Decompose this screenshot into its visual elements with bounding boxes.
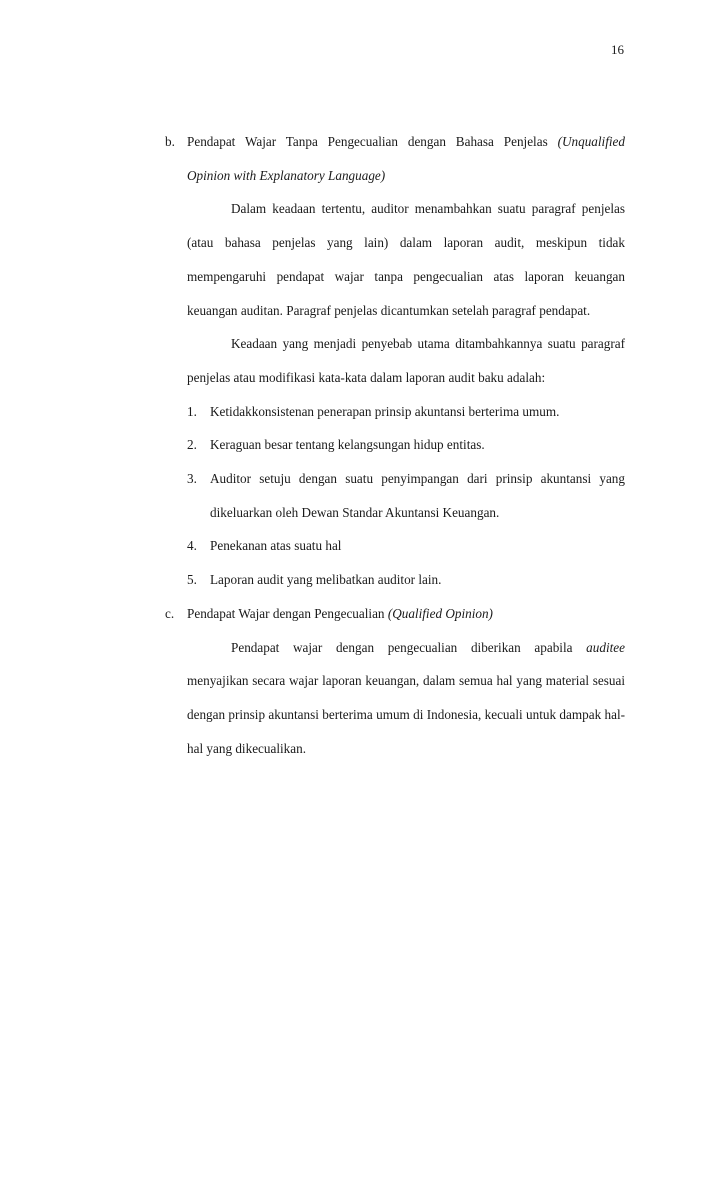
section-b <box>165 125 625 597</box>
section-c-marker: c. <box>165 605 175 621</box>
list-item-text: Keraguan besar tentang kelangsungan hidup entitas. <box>210 437 485 453</box>
section-b-heading <box>187 125 625 192</box>
section-b-heading-english: (Unqualified Opinion with Explanatory Language) <box>187 134 625 183</box>
list-item <box>187 563 625 597</box>
section-c-paragraph-auditee: auditee <box>586 639 625 655</box>
section-c-heading-english: (Qualified Opinion) <box>387 605 493 621</box>
section-c-paragraph <box>187 631 625 766</box>
list-item <box>187 529 625 563</box>
section-c-heading <box>187 597 625 631</box>
section-c <box>165 597 625 766</box>
list-item-text: Auditor setuju dengan suatu penyimpangan dari prinsip akuntansi yang dikeluarkan oleh Dewan Standar Akuntansi Keuangan. <box>210 471 625 520</box>
section-b-marker: b. <box>165 134 175 149</box>
list-item <box>187 462 625 529</box>
section-b-paragraph-2: Keadaan yang menjadi penyebab utama ditambahkannya suatu paragraf penjelas atau modifikasi kata-kata dalam laporan audit baku adalah: <box>187 336 625 385</box>
list-item-text: Laporan audit yang melibatkan auditor lain. <box>210 572 442 588</box>
list-item-number: 2. <box>187 437 197 453</box>
list-item-number: 5. <box>187 572 197 588</box>
section-b-paragraph-1: Dalam keadaan tertentu, auditor menambahkan suatu paragraf penjelas (atau bahasa penjelas yang lain) dalam laporan audit, meskipun tidak mempengaruhi pendapat wajar tanpa pengecualian atas laporan keuangan keuangan auditan. Paragraf penjelas dicantumkan setelah paragraf pendapat. <box>187 201 625 318</box>
page-number: 16 <box>611 42 624 57</box>
section-c-paragraph-end: menyajikan secara wajar laporan keuangan, dalam semua hal yang material sesuai dengan prinsip akuntansi berterima umum di Indonesia, kecuali untuk dampak hal-hal yang dikecualikan. <box>187 673 625 756</box>
list-item-number: 4. <box>187 538 197 554</box>
section-b-list <box>187 395 625 597</box>
section-b-heading-text: Pendapat Wajar Tanpa Pengecualian dengan Bahasa Penjelas <box>187 134 558 149</box>
list-item <box>187 395 625 429</box>
list-item-number: 1. <box>187 403 197 419</box>
document-body <box>165 125 625 765</box>
list-item <box>187 428 625 462</box>
section-c-heading-text: Pendapat Wajar dengan Pengecualian <box>187 605 388 621</box>
list-item-text: Ketidakkonsistenan penerapan prinsip akuntansi berterima umum. <box>210 403 560 419</box>
section-c-paragraph-start: Pendapat wajar dengan pengecualian diberikan apabila <box>231 639 587 655</box>
list-item-text: Penekanan atas suatu hal <box>210 538 342 554</box>
list-item-number: 3. <box>187 471 197 487</box>
